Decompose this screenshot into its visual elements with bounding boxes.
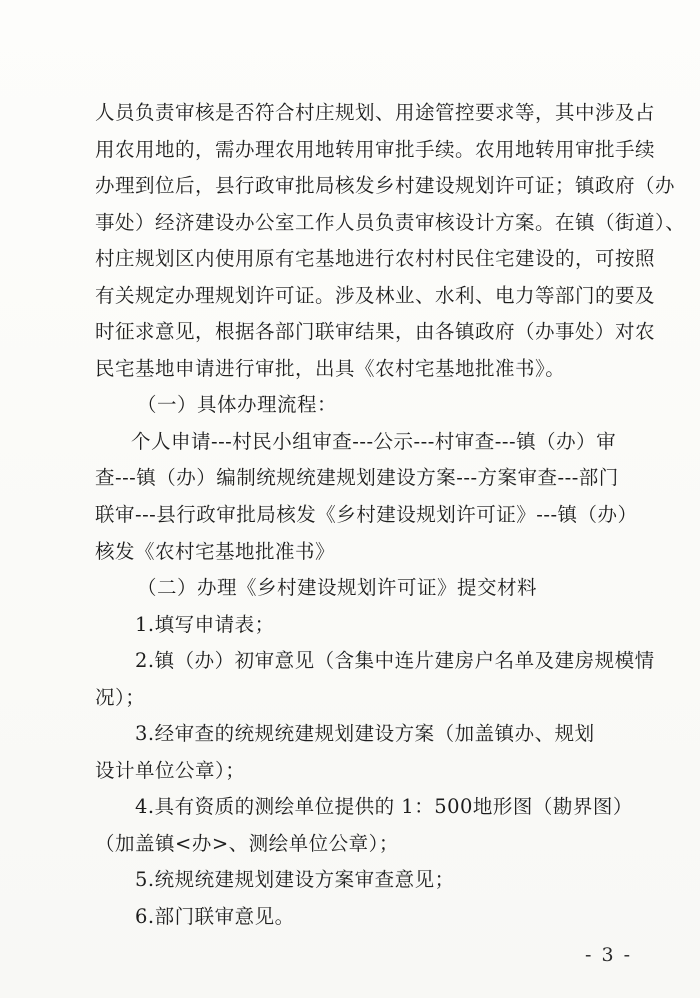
- paragraph-line: 有关规定办理规划许可证。涉及林业、水利、电力等部门的要及: [95, 283, 656, 307]
- material-item: （加盖镇<办>、测绘单位公章）；: [95, 831, 399, 855]
- section-heading: （二）办理《乡村建设规划许可证》提交材料: [137, 576, 538, 600]
- paragraph-line: 民宅基地申请进行审批，出具《农村宅基地批准书》。: [95, 356, 566, 380]
- paragraph-line: 用农用地的，需办理农用地转用审批手续。农用地转用审批手续: [95, 137, 656, 161]
- section-heading: （一）具体办理流程：: [137, 393, 338, 417]
- material-item: 1.填写申请表；: [135, 612, 275, 636]
- material-item: 6.部门联审意见。: [135, 905, 295, 928]
- page-number: - 3 -: [584, 944, 632, 966]
- paragraph-line: 人员负责审核是否符合村庄规划、用途管控要求等，其中涉及占: [95, 101, 656, 124]
- process-line: 个人申请---村民小组审查---公示---村审查---镇（办）审: [131, 429, 617, 453]
- paragraph-line: 村庄规划区内使用原有宅基地进行农村村民住宅建设的，可按照: [95, 247, 656, 271]
- material-item: 况）；: [95, 685, 146, 709]
- material-item: 设计单位公章）；: [95, 758, 246, 782]
- paragraph-line: 时征求意见，根据各部门联审结果，由各镇政府（办事处）对农: [95, 320, 656, 344]
- material-item: 2.镇（办）初审意见（含集中连片建房户名单及建房规模情: [135, 649, 655, 673]
- material-item: 3.经审查的统规统建规划建设方案（加盖镇办、规划: [135, 722, 595, 746]
- process-line: 核发《农村宅基地批准书》: [95, 539, 336, 563]
- material-item: 5.统规统建规划建设方案审查意见；: [135, 868, 455, 892]
- process-line: 联审---县行政审批局核发《乡村建设规划许可证》---镇（办）: [95, 503, 638, 526]
- process-line: 查---镇（办）编制统规统建规划建设方案---方案审查---部门: [95, 466, 619, 490]
- paragraph-line: 办理到位后，县行政审批局核发乡村建设规划许可证；镇政府（办: [95, 174, 676, 198]
- material-item: 4.具有资质的测绘单位提供的 1：500地形图（勘界图）: [135, 795, 633, 819]
- paragraph-line: 事处）经济建设办公室工作人员负责审核设计方案。在镇（街道）、: [95, 210, 686, 234]
